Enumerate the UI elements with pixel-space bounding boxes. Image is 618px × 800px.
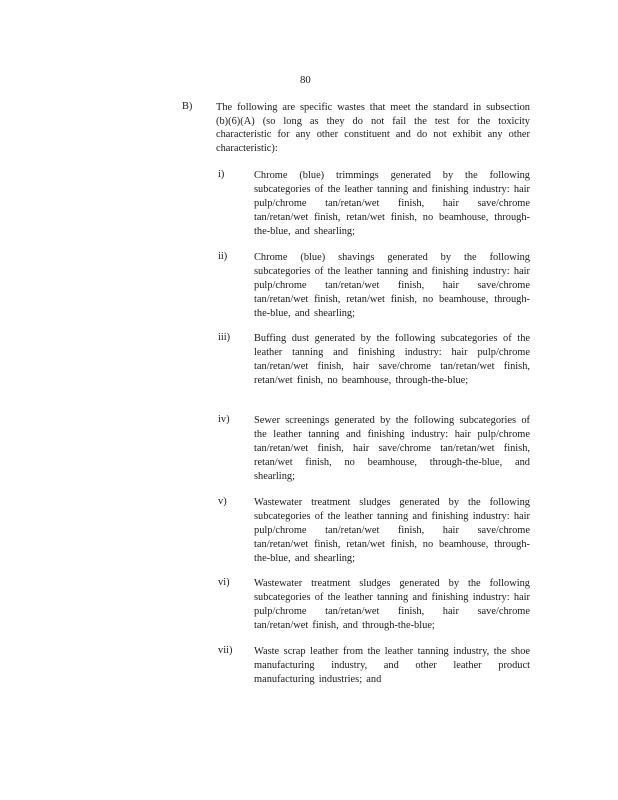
section-intro: The following are specific wastes that meet the standard in subsection (b)(6)(A) (so long as they do not fail the test for the toxicity characteristic for any other constituent and do not exhibit any other characteristic): [216,102,530,154]
item-text: Wastewater treatment sludges generated by the following subcategories of the leather tanning and finishing industry: hair pulp/chrome tan/retan/wet finish, hair save/chrome tan/retan/wet finish, retan/wet finish, no beamhouse, through-the-blue, and shearling; [254,497,530,564]
item-label: ii) [218,251,228,262]
item-text: Sewer screenings generated by the following subcategories of the leather tanning and finishing industry: hair pulp/chrome tan/retan/wet finish, hair save/chrome tan/retan/wet finish, retan/wet finish, no beamhouse, through-the-blue, and shearling; [254,415,530,482]
section-label: B) [182,101,193,112]
item-text: Buffing dust generated by the following subcategories of the leather tanning and finishing industry: hair pulp/chrome tan/retan/wet finish, hair save/chrome tan/retan/wet finish, retan/wet finish, no beamhouse, through-the-blue; [254,333,530,386]
item-text: Wastewater treatment sludges generated by the following subcategories of the leather tanning and finishing industry: hair pulp/chrome tan/retan/wet finish, hair save/chrome tan/retan/wet finish, and through-the-blue; [254,578,530,631]
item-label: iii) [218,332,231,343]
item-text: Chrome (blue) trimmings generated by the following subcategories of the leather tanning and finishing industry: hair pulp/chrome tan/retan/wet finish, hair save/chrome tan/retan/wet finish, retan/wet finish, no beamhouse, through-the-blue, and shearling; [254,170,530,237]
item-text: Waste scrap leather from the leather tanning industry, the shoe manufacturing industry, and other leather product manufacturing industries; and [254,646,530,685]
item-label: iv) [218,414,230,425]
item-text: Chrome (blue) shavings generated by the following subcategories of the leather tanning and finishing industry: hair pulp/chrome tan/retan/wet finish, hair save/chrome tan/retan/wet finish, retan/wet finish, no beamhouse, through-the-blue, and shearling; [254,252,530,319]
item-label: i) [218,169,225,180]
item-label: vii) [218,645,233,656]
page-number: 80 [300,74,311,86]
item-label: vi) [218,577,230,588]
item-label: v) [218,496,227,507]
